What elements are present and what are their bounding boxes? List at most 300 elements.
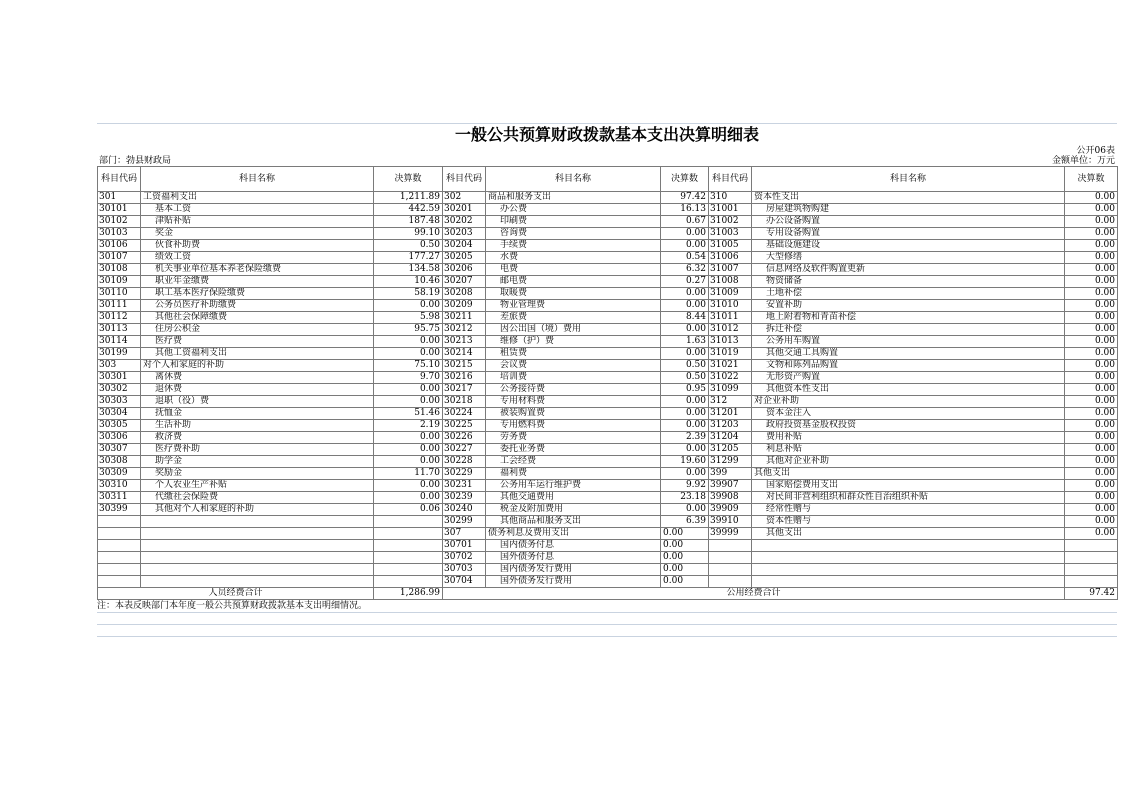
header-code-3: 科目代码 bbox=[709, 167, 752, 192]
amount-cell: 0.00 bbox=[661, 540, 709, 552]
table-row bbox=[98, 576, 1118, 588]
code-cell: 30202 bbox=[443, 216, 486, 228]
name-cell: 劳务费 bbox=[486, 432, 661, 444]
name-cell: 对个人和家庭的补助 bbox=[141, 360, 374, 372]
amount-cell: 0.00 bbox=[374, 384, 443, 396]
amount-cell: 0.00 bbox=[1065, 300, 1118, 312]
code-cell: 30308 bbox=[98, 456, 141, 468]
blank-row bbox=[97, 613, 1117, 625]
code-cell: 30399 bbox=[98, 504, 141, 516]
code-cell: 30114 bbox=[98, 336, 141, 348]
code-cell: 31022 bbox=[709, 372, 752, 384]
code-cell: 30113 bbox=[98, 324, 141, 336]
amount-cell: 0.00 bbox=[661, 420, 709, 432]
name-cell: 信息网络及软件购置更新 bbox=[752, 264, 1065, 276]
code-cell: 399 bbox=[709, 468, 752, 480]
header-amount-1: 决算数 bbox=[374, 167, 443, 192]
code-cell: 30212 bbox=[443, 324, 486, 336]
name-cell: 费用补贴 bbox=[752, 432, 1065, 444]
amount-cell bbox=[374, 552, 443, 564]
code-cell: 31203 bbox=[709, 420, 752, 432]
table-row bbox=[98, 528, 1118, 540]
amount-cell: 0.00 bbox=[661, 300, 709, 312]
header-name-3: 科目名称 bbox=[752, 167, 1065, 192]
amount-cell: 1,211.89 bbox=[374, 192, 443, 204]
code-cell: 30199 bbox=[98, 348, 141, 360]
amount-cell: 0.00 bbox=[1065, 216, 1118, 228]
code-cell: 39908 bbox=[709, 492, 752, 504]
amount-cell: 0.00 bbox=[1065, 264, 1118, 276]
amount-cell: 0.00 bbox=[1065, 444, 1118, 456]
code-cell: 31201 bbox=[709, 408, 752, 420]
code-cell: 30213 bbox=[443, 336, 486, 348]
code-cell bbox=[98, 576, 141, 588]
amount-cell: 0.00 bbox=[1065, 372, 1118, 384]
name-cell: 税金及附加费用 bbox=[486, 504, 661, 516]
code-cell: 30703 bbox=[443, 564, 486, 576]
code-cell: 30107 bbox=[98, 252, 141, 264]
code-cell: 30310 bbox=[98, 480, 141, 492]
name-cell: 机关事业单位基本养老保险缴费 bbox=[141, 264, 374, 276]
name-cell: 职工基本医疗保险缴费 bbox=[141, 288, 374, 300]
table-row bbox=[98, 564, 1118, 576]
amount-cell: 0.00 bbox=[1065, 456, 1118, 468]
name-cell: 对企业补助 bbox=[752, 396, 1065, 408]
code-cell: 30208 bbox=[443, 288, 486, 300]
code-cell: 30224 bbox=[443, 408, 486, 420]
form-number-row bbox=[97, 146, 1117, 156]
name-cell bbox=[752, 564, 1065, 576]
amount-cell bbox=[374, 528, 443, 540]
department-label: 部门：勃县财政局 bbox=[99, 156, 172, 166]
amount-cell bbox=[374, 540, 443, 552]
name-cell: 奖金 bbox=[141, 228, 374, 240]
code-cell: 30108 bbox=[98, 264, 141, 276]
code-cell: 30303 bbox=[98, 396, 141, 408]
name-cell: 会议费 bbox=[486, 360, 661, 372]
amount-cell: 95.75 bbox=[374, 324, 443, 336]
name-cell: 国外债务发行费用 bbox=[486, 576, 661, 588]
code-cell: 30228 bbox=[443, 456, 486, 468]
code-cell: 30204 bbox=[443, 240, 486, 252]
table-row bbox=[98, 336, 1118, 348]
table-row bbox=[98, 252, 1118, 264]
amount-cell: 0.00 bbox=[1065, 204, 1118, 216]
code-cell: 30205 bbox=[443, 252, 486, 264]
table-body bbox=[98, 192, 1118, 588]
code-cell: 30311 bbox=[98, 492, 141, 504]
code-cell: 31009 bbox=[709, 288, 752, 300]
code-cell: 31299 bbox=[709, 456, 752, 468]
amount-cell: 2.19 bbox=[374, 420, 443, 432]
amount-cell bbox=[1065, 552, 1118, 564]
name-cell: 其他交通费用 bbox=[486, 492, 661, 504]
name-cell: 无形资产购置 bbox=[752, 372, 1065, 384]
name-cell: 手续费 bbox=[486, 240, 661, 252]
name-cell: 救济费 bbox=[141, 432, 374, 444]
name-cell: 商品和服务支出 bbox=[486, 192, 661, 204]
amount-cell: 9.92 bbox=[661, 480, 709, 492]
name-cell: 其他对个人和家庭的补助 bbox=[141, 504, 374, 516]
name-cell: 其他商品和服务支出 bbox=[486, 516, 661, 528]
table-row bbox=[98, 504, 1118, 516]
amount-cell: 0.00 bbox=[1065, 276, 1118, 288]
name-cell: 咨询费 bbox=[486, 228, 661, 240]
name-cell: 专用燃料费 bbox=[486, 420, 661, 432]
header-code-2: 科目代码 bbox=[443, 167, 486, 192]
table-note: 注：本表反映部门本年度一般公共预算财政拨款基本支出明细情况。 bbox=[97, 600, 1117, 613]
amount-cell: 0.00 bbox=[374, 348, 443, 360]
amount-cell: 0.00 bbox=[1065, 516, 1118, 528]
amount-cell: 10.46 bbox=[374, 276, 443, 288]
code-cell: 30216 bbox=[443, 372, 486, 384]
name-cell: 住房公积金 bbox=[141, 324, 374, 336]
name-cell bbox=[141, 516, 374, 528]
name-cell: 国外债务付息 bbox=[486, 552, 661, 564]
code-cell: 30218 bbox=[443, 396, 486, 408]
code-cell: 303 bbox=[98, 360, 141, 372]
name-cell: 培训费 bbox=[486, 372, 661, 384]
code-cell: 30302 bbox=[98, 384, 141, 396]
amount-cell: 1.63 bbox=[661, 336, 709, 348]
amount-cell: 0.00 bbox=[374, 480, 443, 492]
code-cell: 39909 bbox=[709, 504, 752, 516]
code-cell: 30101 bbox=[98, 204, 141, 216]
header-name-1: 科目名称 bbox=[141, 167, 374, 192]
amount-cell: 0.95 bbox=[661, 384, 709, 396]
table-row bbox=[98, 516, 1118, 528]
code-cell: 310 bbox=[709, 192, 752, 204]
form-number: 公开06表 bbox=[1076, 146, 1115, 156]
name-cell: 退职（役）费 bbox=[141, 396, 374, 408]
name-cell: 津贴补贴 bbox=[141, 216, 374, 228]
table-row bbox=[98, 276, 1118, 288]
amount-cell: 0.00 bbox=[661, 348, 709, 360]
code-cell: 30301 bbox=[98, 372, 141, 384]
name-cell: 差旅费 bbox=[486, 312, 661, 324]
code-cell bbox=[98, 516, 141, 528]
code-cell: 307 bbox=[443, 528, 486, 540]
table-header-row bbox=[98, 167, 1118, 192]
name-cell: 公务用车购置 bbox=[752, 336, 1065, 348]
name-cell bbox=[141, 540, 374, 552]
code-cell: 30309 bbox=[98, 468, 141, 480]
amount-cell: 0.00 bbox=[661, 564, 709, 576]
name-cell bbox=[141, 576, 374, 588]
code-cell bbox=[98, 528, 141, 540]
name-cell: 资本性支出 bbox=[752, 192, 1065, 204]
code-cell: 30201 bbox=[443, 204, 486, 216]
blank-row bbox=[97, 625, 1117, 637]
table-row bbox=[98, 360, 1118, 372]
amount-cell: 11.70 bbox=[374, 468, 443, 480]
name-cell: 物业管理费 bbox=[486, 300, 661, 312]
name-cell: 其他支出 bbox=[752, 468, 1065, 480]
name-cell: 其他交通工具购置 bbox=[752, 348, 1065, 360]
amount-cell: 0.00 bbox=[374, 432, 443, 444]
name-cell: 助学金 bbox=[141, 456, 374, 468]
amount-cell: 0.00 bbox=[1065, 408, 1118, 420]
code-cell: 30207 bbox=[443, 276, 486, 288]
personnel-total-label: 人员经费合计 bbox=[98, 588, 374, 600]
table-row bbox=[98, 408, 1118, 420]
name-cell: 政府投资基金股权投资 bbox=[752, 420, 1065, 432]
amount-cell: 6.32 bbox=[661, 264, 709, 276]
code-cell: 30102 bbox=[98, 216, 141, 228]
table-row bbox=[98, 288, 1118, 300]
name-cell: 个人农业生产补贴 bbox=[141, 480, 374, 492]
amount-cell: 0.00 bbox=[1065, 480, 1118, 492]
table-row bbox=[98, 480, 1118, 492]
totals-row bbox=[98, 588, 1118, 600]
amount-cell: 6.39 bbox=[661, 516, 709, 528]
name-cell: 因公出国（境）费用 bbox=[486, 324, 661, 336]
name-cell: 工资福利支出 bbox=[141, 192, 374, 204]
table-row bbox=[98, 552, 1118, 564]
name-cell: 办公费 bbox=[486, 204, 661, 216]
name-cell: 其他支出 bbox=[752, 528, 1065, 540]
code-cell: 302 bbox=[443, 192, 486, 204]
name-cell: 电费 bbox=[486, 264, 661, 276]
amount-cell: 0.00 bbox=[1065, 336, 1118, 348]
amount-cell: 0.00 bbox=[1065, 192, 1118, 204]
name-cell: 委托业务费 bbox=[486, 444, 661, 456]
table-row bbox=[98, 324, 1118, 336]
name-cell: 物资储备 bbox=[752, 276, 1065, 288]
code-cell: 31011 bbox=[709, 312, 752, 324]
name-cell: 绩效工资 bbox=[141, 252, 374, 264]
table-row bbox=[98, 228, 1118, 240]
amount-cell: 51.46 bbox=[374, 408, 443, 420]
amount-cell: 19.60 bbox=[661, 456, 709, 468]
code-cell: 31008 bbox=[709, 276, 752, 288]
code-cell bbox=[709, 552, 752, 564]
name-cell: 租赁费 bbox=[486, 348, 661, 360]
header-amount-3: 决算数 bbox=[1065, 167, 1118, 192]
name-cell: 医疗费 bbox=[141, 336, 374, 348]
amount-cell bbox=[374, 576, 443, 588]
code-cell: 30226 bbox=[443, 432, 486, 444]
amount-cell: 0.67 bbox=[661, 216, 709, 228]
code-cell bbox=[98, 540, 141, 552]
amount-cell: 0.00 bbox=[661, 552, 709, 564]
name-cell: 工会经费 bbox=[486, 456, 661, 468]
table-row bbox=[98, 204, 1118, 216]
amount-cell: 0.00 bbox=[1065, 492, 1118, 504]
code-cell: 30206 bbox=[443, 264, 486, 276]
table-row bbox=[98, 444, 1118, 456]
name-cell: 安置补助 bbox=[752, 300, 1065, 312]
name-cell: 办公设备购置 bbox=[752, 216, 1065, 228]
amount-cell: 0.00 bbox=[1065, 348, 1118, 360]
code-cell bbox=[709, 540, 752, 552]
name-cell: 资本金注入 bbox=[752, 408, 1065, 420]
name-cell: 基础设施建设 bbox=[752, 240, 1065, 252]
amount-cell: 0.50 bbox=[374, 240, 443, 252]
code-cell: 31021 bbox=[709, 360, 752, 372]
code-cell: 30702 bbox=[443, 552, 486, 564]
report-sheet bbox=[97, 123, 1117, 637]
name-cell bbox=[141, 564, 374, 576]
department-row bbox=[97, 156, 1117, 166]
code-cell: 30306 bbox=[98, 432, 141, 444]
name-cell: 其他资本性支出 bbox=[752, 384, 1065, 396]
amount-cell: 442.59 bbox=[374, 204, 443, 216]
code-cell: 301 bbox=[98, 192, 141, 204]
code-cell bbox=[98, 564, 141, 576]
code-cell: 30109 bbox=[98, 276, 141, 288]
code-cell: 30299 bbox=[443, 516, 486, 528]
code-cell: 30307 bbox=[98, 444, 141, 456]
public-total-value: 97.42 bbox=[1065, 588, 1118, 600]
amount-cell: 0.00 bbox=[374, 396, 443, 408]
name-cell: 公务员医疗补助缴费 bbox=[141, 300, 374, 312]
personnel-total-value: 1,286.99 bbox=[374, 588, 443, 600]
name-cell: 基本工资 bbox=[141, 204, 374, 216]
code-cell: 31205 bbox=[709, 444, 752, 456]
code-cell: 30231 bbox=[443, 480, 486, 492]
name-cell: 维修（护）费 bbox=[486, 336, 661, 348]
code-cell: 31012 bbox=[709, 324, 752, 336]
code-cell: 30211 bbox=[443, 312, 486, 324]
code-cell: 30305 bbox=[98, 420, 141, 432]
amount-cell: 0.27 bbox=[661, 276, 709, 288]
name-cell: 代缴社会保险费 bbox=[141, 492, 374, 504]
table-row bbox=[98, 300, 1118, 312]
name-cell: 经常性赠与 bbox=[752, 504, 1065, 516]
table-row bbox=[98, 456, 1118, 468]
code-cell: 39907 bbox=[709, 480, 752, 492]
name-cell: 水费 bbox=[486, 252, 661, 264]
code-cell: 31099 bbox=[709, 384, 752, 396]
amount-cell: 0.00 bbox=[1065, 360, 1118, 372]
code-cell: 31005 bbox=[709, 240, 752, 252]
table-row bbox=[98, 240, 1118, 252]
table-row bbox=[98, 264, 1118, 276]
name-cell bbox=[141, 552, 374, 564]
code-cell: 30215 bbox=[443, 360, 486, 372]
name-cell: 对民间非营利组织和群众性自治组织补贴 bbox=[752, 492, 1065, 504]
amount-cell: 99.10 bbox=[374, 228, 443, 240]
amount-cell: 9.70 bbox=[374, 372, 443, 384]
code-cell: 30110 bbox=[98, 288, 141, 300]
code-cell: 31019 bbox=[709, 348, 752, 360]
header-amount-2: 决算数 bbox=[661, 167, 709, 192]
code-cell: 30111 bbox=[98, 300, 141, 312]
code-cell: 30103 bbox=[98, 228, 141, 240]
code-cell: 31204 bbox=[709, 432, 752, 444]
code-cell: 30203 bbox=[443, 228, 486, 240]
name-cell: 公务接待费 bbox=[486, 384, 661, 396]
name-cell bbox=[752, 540, 1065, 552]
code-cell: 30217 bbox=[443, 384, 486, 396]
name-cell: 抚恤金 bbox=[141, 408, 374, 420]
name-cell: 资本性赠与 bbox=[752, 516, 1065, 528]
amount-cell bbox=[374, 516, 443, 528]
amount-cell bbox=[1065, 564, 1118, 576]
amount-cell bbox=[1065, 540, 1118, 552]
table-row bbox=[98, 420, 1118, 432]
table-row bbox=[98, 468, 1118, 480]
amount-cell: 0.00 bbox=[374, 492, 443, 504]
table-row bbox=[98, 396, 1118, 408]
name-cell: 国内债务付息 bbox=[486, 540, 661, 552]
name-cell: 地上附着物和青苗补偿 bbox=[752, 312, 1065, 324]
amount-cell bbox=[1065, 576, 1118, 588]
code-cell: 312 bbox=[709, 396, 752, 408]
name-cell: 奖励金 bbox=[141, 468, 374, 480]
amount-cell: 0.00 bbox=[661, 288, 709, 300]
code-cell: 31013 bbox=[709, 336, 752, 348]
code-cell: 39999 bbox=[709, 528, 752, 540]
code-cell bbox=[709, 576, 752, 588]
amount-cell: 0.00 bbox=[1065, 396, 1118, 408]
amount-cell: 0.00 bbox=[374, 456, 443, 468]
name-cell: 其他工资福利支出 bbox=[141, 348, 374, 360]
table-row bbox=[98, 540, 1118, 552]
expenditure-table bbox=[97, 166, 1118, 600]
name-cell: 专用设备购置 bbox=[752, 228, 1065, 240]
code-cell: 30239 bbox=[443, 492, 486, 504]
header-name-2: 科目名称 bbox=[486, 167, 661, 192]
name-cell: 拆迁补偿 bbox=[752, 324, 1065, 336]
name-cell: 职业年金缴费 bbox=[141, 276, 374, 288]
table-row bbox=[98, 192, 1118, 204]
amount-cell: 0.00 bbox=[661, 528, 709, 540]
amount-cell: 0.50 bbox=[661, 372, 709, 384]
name-cell bbox=[752, 552, 1065, 564]
amount-cell: 97.42 bbox=[661, 192, 709, 204]
code-cell: 30225 bbox=[443, 420, 486, 432]
name-cell: 文物和陈列品购置 bbox=[752, 360, 1065, 372]
code-cell: 31010 bbox=[709, 300, 752, 312]
name-cell: 土地补偿 bbox=[752, 288, 1065, 300]
amount-cell: 0.00 bbox=[1065, 432, 1118, 444]
amount-cell: 2.39 bbox=[661, 432, 709, 444]
code-cell: 30214 bbox=[443, 348, 486, 360]
name-cell: 福利费 bbox=[486, 468, 661, 480]
table-row bbox=[98, 348, 1118, 360]
name-cell: 取暖费 bbox=[486, 288, 661, 300]
name-cell: 国内债务发行费用 bbox=[486, 564, 661, 576]
name-cell: 其他社会保障缴费 bbox=[141, 312, 374, 324]
report-title: 一般公共预算财政拨款基本支出决算明细表 bbox=[97, 123, 1117, 146]
amount-cell: 0.54 bbox=[661, 252, 709, 264]
code-cell: 30304 bbox=[98, 408, 141, 420]
amount-cell bbox=[374, 564, 443, 576]
amount-cell: 0.00 bbox=[661, 396, 709, 408]
amount-cell: 0.00 bbox=[1065, 228, 1118, 240]
public-total-label: 公用经费合计 bbox=[443, 588, 1065, 600]
code-cell bbox=[709, 564, 752, 576]
code-cell: 31006 bbox=[709, 252, 752, 264]
amount-cell: 0.00 bbox=[661, 408, 709, 420]
code-cell: 30209 bbox=[443, 300, 486, 312]
code-cell: 31002 bbox=[709, 216, 752, 228]
name-cell: 公务用车运行维护费 bbox=[486, 480, 661, 492]
name-cell: 伙食补助费 bbox=[141, 240, 374, 252]
amount-cell: 0.00 bbox=[661, 468, 709, 480]
table-row bbox=[98, 372, 1118, 384]
code-cell: 31003 bbox=[709, 228, 752, 240]
amount-cell: 0.00 bbox=[1065, 528, 1118, 540]
amount-cell: 0.00 bbox=[374, 300, 443, 312]
amount-cell: 23.18 bbox=[661, 492, 709, 504]
name-cell: 离休费 bbox=[141, 372, 374, 384]
amount-cell: 0.00 bbox=[661, 444, 709, 456]
amount-cell: 0.00 bbox=[374, 444, 443, 456]
code-cell: 31001 bbox=[709, 204, 752, 216]
